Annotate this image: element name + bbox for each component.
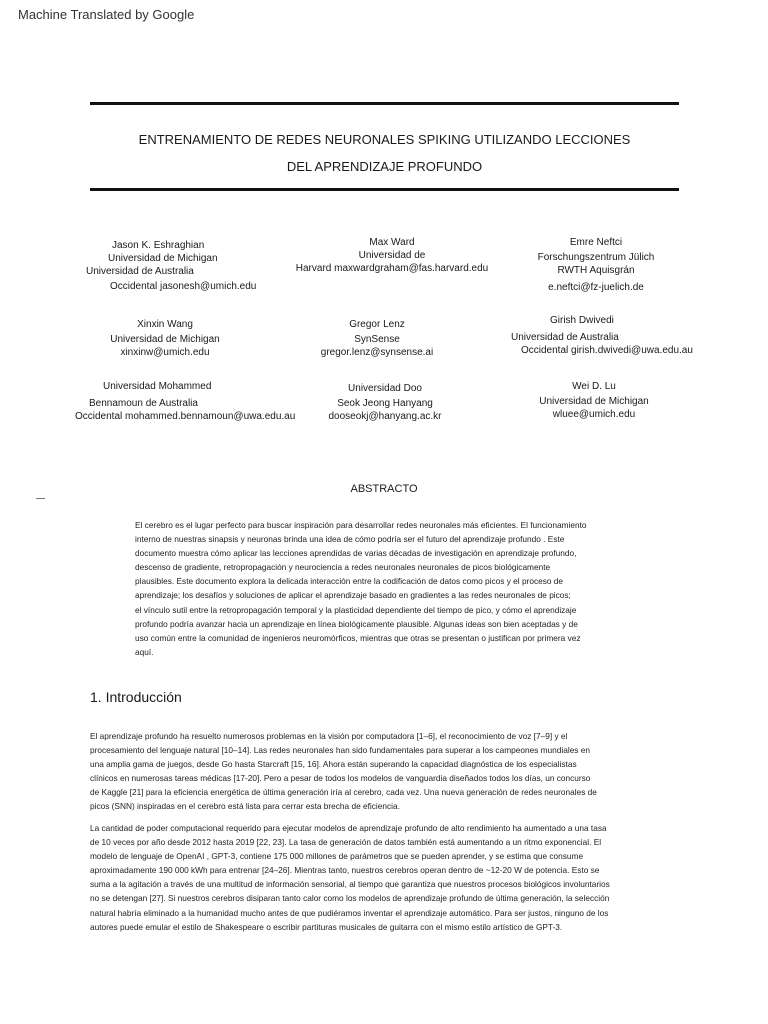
- paragraph-line: de 10 veces por año desde 2012 hasta 2019 [22, 23]. La tasa de generación de datos también está aumentando a un ritmo exponencial. El: [90, 837, 602, 848]
- abstract-line: El cerebro es el lugar perfecto para buscar inspiración para desarrollar redes neuronales más eficientes. El funcionamiento: [135, 520, 587, 530]
- author-line: e.neftci@fz-juelich.de: [548, 282, 644, 293]
- author-block-neftci: [520, 236, 672, 294]
- author-block-jeong: [305, 382, 465, 423]
- author-block-wang: [96, 318, 234, 359]
- title-top-rule: [90, 102, 679, 105]
- abstract-line: documento muestra cómo aplicar las lecciones aprendidas de varias décadas de investigación en aprendizaje profundo,: [135, 548, 577, 559]
- author-block-bennamoun: [75, 380, 295, 423]
- paragraph-line: no se detengan [27]. Si nuestros cerebros disiparan tanto calor como los modelos de aprendizaje profundo de última generación, la selección: [90, 893, 610, 904]
- author-block-ward: [280, 236, 504, 275]
- paragraph-line: picos (SNN) inspiradas en el cerebro está lista para cerrar esta brecha de eficiencia.: [90, 801, 400, 812]
- author-line: wluee@umich.edu: [552, 409, 636, 420]
- author-block-lenz: [300, 318, 454, 359]
- paragraph-line: aproximadamente 190 000 kWh para entrenar [24–26]. Mientras tanto, nuestros cerebros operan dentro de ~12-20 W de potencia. Esto se: [90, 865, 600, 876]
- paragraph-line: El aprendizaje profundo ha resuelto numerosos problemas en la visión por computadora [1–6], el reconocimiento de voz [7–9] y el: [90, 731, 568, 741]
- author-line: dooseokj@hanyang.ac.kr: [328, 411, 442, 422]
- paragraph-line: una amplia gama de juegos, desde Go hasta Starcraft [15, 16]. Ahora están superando la capacidad diagnóstica de los especialistas: [90, 759, 577, 770]
- author-line: Universidad de: [358, 250, 426, 261]
- abstract-line: interno de nuestras sinapsis y neuronas brinda una idea de cómo podría ser el futuro del aprendizaje profundo . Este: [135, 534, 565, 545]
- intro-paragraph-2: [90, 821, 680, 934]
- intro-paragraph-1: [90, 729, 680, 814]
- stray-mark: [36, 498, 45, 499]
- author-line: Girish Dwivedi: [550, 315, 614, 326]
- author-line: Occidental girish.dwivedi@uwa.edu.au: [521, 345, 693, 356]
- abstract-line: aquí.: [135, 646, 154, 657]
- abstract-line: profundo podría avanzar hacia un aprendizaje en línea biológicamente plausible. Algunas ideas son bien aceptadas y de: [135, 618, 578, 629]
- author-line: SynSense: [354, 334, 400, 345]
- abstract-line: aprendizaje; los desafíos y soluciones de aplicar el aprendizaje basado en gradientes a las redes neuronales de picos;: [135, 590, 571, 601]
- paragraph-line: suma a la agitación a través de una multitud de información sensorial, al tiempo que garantiza que nuestros procesos biológicos involuntarios: [90, 879, 610, 890]
- author-line: Universidad de Michigan: [539, 396, 649, 407]
- paragraph-line: clínicos en numerosas tareas médicas [17-20]. Pero a pesar de todos los modelos de vanguardia diseñados todos los días, un concurso: [90, 773, 591, 784]
- author-line: Harvard maxwardgraham@fas.harvard.edu: [295, 263, 489, 274]
- author-block-dwivedi: [511, 314, 693, 357]
- abstract-line: el vínculo sutil entre la retropropagación temporal y la plasticidad dependiente del tiempo de pico, y cómo el aprendizaje: [135, 604, 577, 615]
- author-line: Seok Jeong Hanyang: [337, 398, 433, 409]
- abstract-line: uso común entre la comunidad de ingenieros neuromórficos, mientras que otras se presentan o justifican por primera vez: [135, 632, 581, 643]
- title-line: ENTRENAMIENTO DE REDES NEURONALES SPIKING UTILIZANDO LECCIONES: [138, 132, 631, 147]
- author-line: Universidad Doo: [348, 383, 422, 394]
- paragraph-line: procesamiento del lenguaje natural [10–14]. Las redes neuronales han sido fundamentales para superar a los campeones mundiales en: [90, 745, 590, 756]
- title-bottom-rule: [90, 188, 679, 191]
- section-heading: 1. Introducción: [90, 689, 182, 705]
- author-line: Universidad de Michigan: [108, 253, 218, 264]
- paragraph-line: La cantidad de poder computacional requerido para ejecutar modelos de aprendizaje profundo de alto rendimiento ha aumentado a una tasa: [90, 823, 607, 833]
- author-line: Forschungszentrum Jülich: [537, 252, 655, 263]
- author-line: Xinxin Wang: [137, 319, 193, 330]
- author-line: Jason K. Eshraghian: [112, 240, 205, 251]
- author-line: RWTH Aquisgrán: [557, 265, 635, 276]
- author-line: Wei D. Lu: [572, 381, 616, 392]
- paragraph-line: modelo de lenguaje de OpenAI , GPT-3, contiene 175 000 millones de parámetros que se pueden aprender, y se estima que consume: [90, 851, 584, 862]
- abstract-body: [135, 518, 635, 659]
- author-line: xinxinw@umich.edu: [120, 347, 210, 358]
- author-line: Emre Neftci: [569, 237, 623, 248]
- author-line: Universidad de Australia: [511, 332, 619, 343]
- author-line: Universidad de Australia: [86, 266, 194, 277]
- abstract-heading: ABSTRACTO: [350, 483, 418, 495]
- paragraph-line: de Kaggle [21] para la eficiencia energética de última generación iría al cerebro, cada vez. Una nueva generación de redes neuronales de: [90, 787, 597, 798]
- author-block-lu: [525, 380, 663, 421]
- paper-title: [90, 126, 679, 180]
- author-line: Max Ward: [369, 237, 415, 248]
- paragraph-line: autores puede emular el estilo de Shakespeare o escribir partituras musicales de guitarra con el mismo estilo artístico de GPT-3.: [90, 921, 563, 932]
- translation-banner: Machine Translated by Google: [18, 7, 195, 22]
- author-line: Universidad de Michigan: [110, 334, 220, 345]
- author-line: Gregor Lenz: [349, 319, 405, 330]
- author-line: Occidental jasonesh@umich.edu: [110, 281, 257, 292]
- author-block-eshraghian: [86, 239, 256, 293]
- author-line: Universidad Mohammed: [103, 381, 212, 392]
- title-line: DEL APRENDIZAJE PROFUNDO: [286, 159, 483, 174]
- abstract-line: plausibles. Este documento explora la delicada interacción entre la codificación de datos como picos y el proceso de: [135, 576, 563, 587]
- author-line: Bennamoun de Australia: [89, 398, 198, 409]
- author-line: gregor.lenz@synsense.ai: [320, 347, 434, 358]
- abstract-line: descenso de gradiente, retropropagación y neurociencia a redes neuronales neuronales de picos biológicamente: [135, 562, 551, 573]
- author-line: Occidental mohammed.bennamoun@uwa.edu.au: [75, 411, 296, 422]
- paragraph-line: natural habría eliminado a la humanidad mucho antes de que pudiéramos inventar el aprendizaje automático. Para ser justos, ninguno de los: [90, 907, 609, 918]
